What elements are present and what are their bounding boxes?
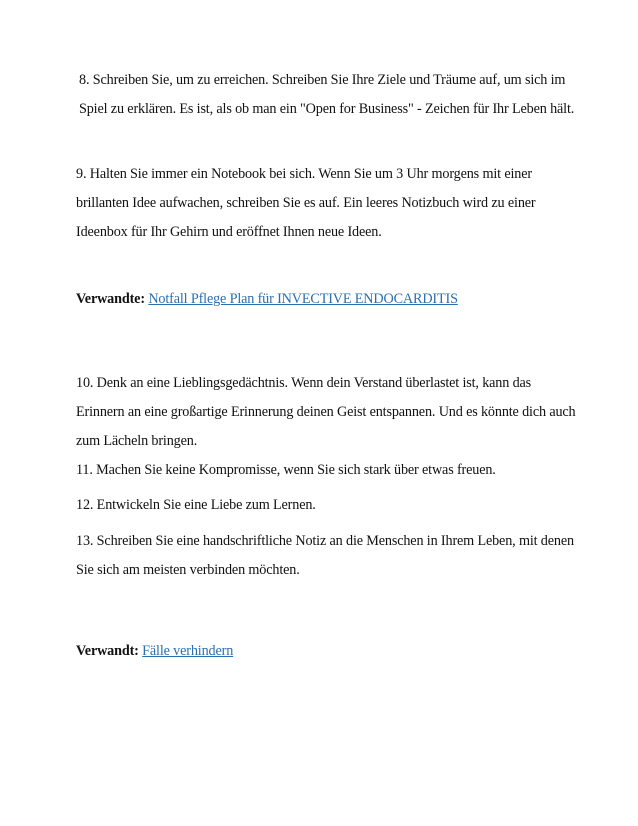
- related-link-row-2: [76, 637, 576, 666]
- paragraph-12: 12. Entwickeln Sie eine Liebe zum Lernen.: [76, 497, 316, 513]
- related-link-row-1: [76, 285, 576, 314]
- paragraph-9: 9. Halten Sie immer ein Notebook bei sich. Wenn Sie um 3 Uhr morgens mit einer brillanten Idee aufwachen, schreiben Sie es auf. Ein leeres Notizbuch wird zu einer Ideenbox für Ihr Gehirn und eröffnet Ihnen neue Ideen.: [76, 166, 536, 240]
- paragraph-11: 11. Machen Sie keine Kompromisse, wenn Sie sich stark über etwas freuen.: [76, 462, 496, 478]
- related-link-endocarditis[interactable]: Notfall Pflege Plan für INVECTIVE ENDOCARDITIS: [148, 291, 458, 307]
- paragraph-13: 13. Schreiben Sie eine handschriftliche Notiz an die Menschen in Ihrem Leben, mit denen Sie sich am meisten verbinden möchten.: [76, 533, 574, 578]
- related-label: Verwandt:: [76, 643, 139, 659]
- related-label: Verwandte:: [76, 291, 145, 307]
- paragraph-8: 8. Schreiben Sie, um zu erreichen. Schreiben Sie Ihre Ziele und Träume auf, um sich im Spiel zu erklären. Es ist, als ob man ein "Open for Business" - Zeichen für Ihr Leben hält.: [79, 72, 575, 117]
- paragraph-10: 10. Denk an eine Lieblingsgedächtnis. Wenn dein Verstand überlastet ist, kann das Erinnern an eine großartige Erinnerung deinen Geist entspannen. Und es könnte dich auch zum Lächeln bringen.: [76, 375, 576, 449]
- related-link-prevent-cases[interactable]: Fälle verhindern: [142, 643, 234, 659]
